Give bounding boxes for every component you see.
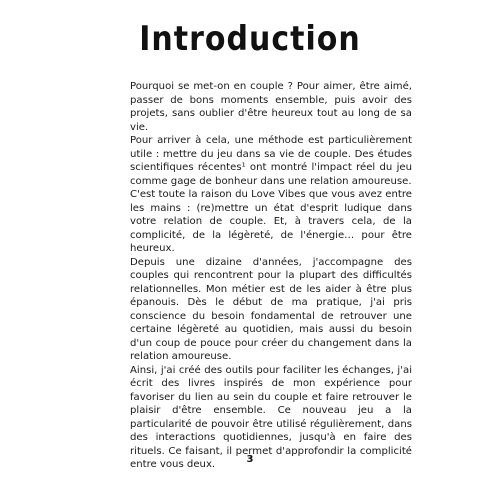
body-text xyxy=(130,80,412,472)
paragraph: Pour arriver à cela, une méthode est particulièrement utile : mettre du jeu dans sa vie de couple. Des études scientifiques récentes¹ ont montré l'impact réel du jeu comme gage de bonheur dans une relation amoureuse. xyxy=(130,135,412,187)
page-number: 3 xyxy=(246,454,254,465)
paragraph: C'est toute la raison du Love Vibes que vous avez entre les mains : (re)mettre un état d'esprit ludique dans votre relation de couple. Et, à travers cela, de la complicité, de la légèreté, de l'énergie… pour être heureux. xyxy=(130,189,412,254)
page-title: Introduction xyxy=(139,19,361,60)
paragraph: Pourquoi se met-on en couple ? Pour aimer, être aimé, passer de bons moments ensemble, puis avoir des projets, sans oublier d'être heureux tout au long de sa vie. xyxy=(130,81,412,133)
paragraph: Ainsi, j'ai créé des outils pour faciliter les échanges, j'ai écrit des livres inspirés de mon expérience pour favoriser du lien au sein du couple et faire retrouver le plaisir d'être ensemble. Ce nouveau jeu a la particularité de pouvoir être utilisé régulièrement, dans des interactions quotidiennes, jusqu'à en faire des rituels. Ce faisant, il permet d'approfondir la complicité entre vous deux. xyxy=(130,364,412,470)
paragraph: Depuis une dizaine d'années, j'accompagne des couples qui rencontrent pour la plupart des difficultés relationnelles. Mon métier est de les aider à être plus épanouis. Dès le début de ma pratique, j'ai pris conscience du besoin fondamental de retrouver une certaine légèreté au quotidien, mais aussi du besoin d'un coup de pouce pour créer du changement dans la relation amoureuse. xyxy=(130,256,412,362)
